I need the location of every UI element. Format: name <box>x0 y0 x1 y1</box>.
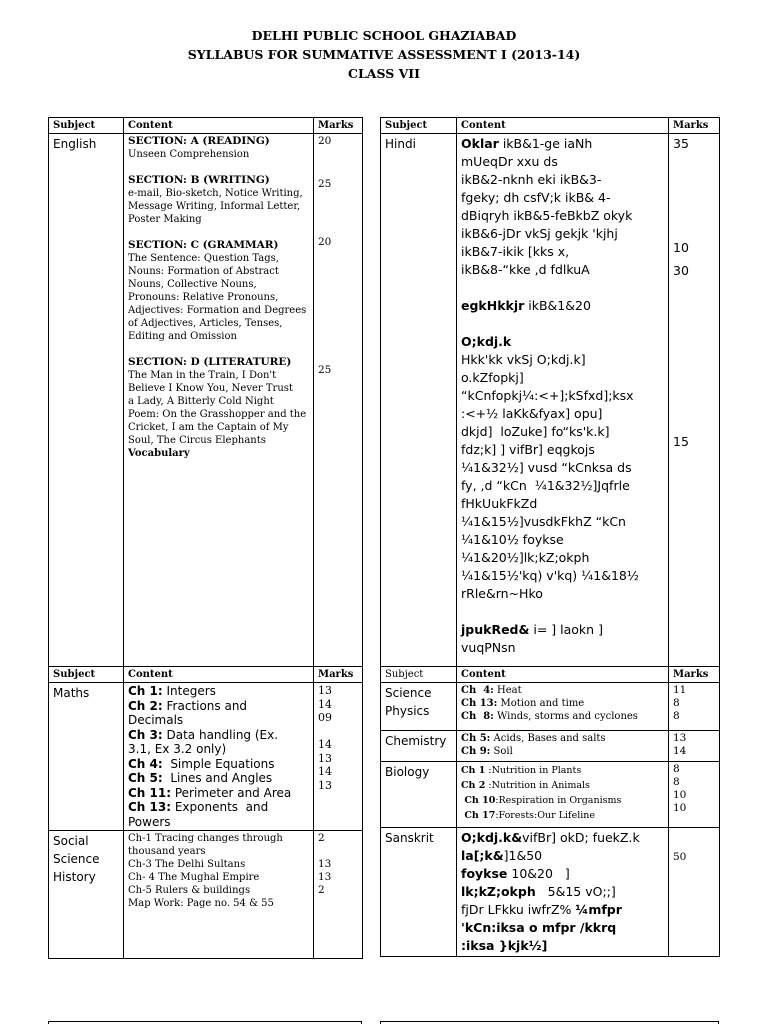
english-d-line: a Lady, A Bitterly Cold Night <box>128 396 274 407</box>
sanskrit-bold: la[;k& <box>461 848 504 863</box>
col-content: Content <box>124 667 314 683</box>
sanskrit-line: 5&15 vO;;] <box>535 884 616 899</box>
hindi-line: fgeky; dh csfV;k ikB& 4- <box>461 190 611 205</box>
maths-topic: Decimals <box>128 713 184 727</box>
subject-sanskrit: Sanskrit <box>385 831 434 845</box>
english-section-b-title: SECTION: B (WRITING) <box>128 174 270 186</box>
english-marks <box>314 134 363 667</box>
col-marks: Marks <box>314 118 363 134</box>
biology-ch: Ch 1 <box>461 765 486 776</box>
col-content: Content <box>124 118 314 134</box>
maths-marks <box>314 683 363 831</box>
biology-topic: :Nutrition in Plants <box>485 765 582 776</box>
subject-maths: Maths <box>53 686 90 700</box>
hindi-line: ¼1&15½'kq) v'kq) ¼1&18½ <box>461 568 639 583</box>
english-section-d-title: SECTION: D (LITERATURE) <box>128 356 292 368</box>
english-marks-b: 25 <box>318 178 332 190</box>
subject-social: Social <box>53 834 89 848</box>
social-mark: 13 <box>318 858 332 870</box>
english-d-line: Believe I Know You, Never Trust <box>128 383 293 394</box>
left-syllabus-table <box>48 117 363 959</box>
maths-topic: Data handling (Ex. <box>162 727 279 742</box>
hindi-marks <box>669 134 720 667</box>
hindi-line: fHkUukFkZd <box>461 496 538 511</box>
hindi-line: mUeqDr xxu ds <box>461 154 558 169</box>
english-section-a-title: SECTION: A (READING) <box>128 135 270 147</box>
english-d-line: The Man in the Train, I Don't <box>128 370 277 381</box>
maths-ch: Ch 2: <box>128 698 163 713</box>
sanskrit-line: ]1&50 <box>503 848 543 863</box>
social-line: Ch-1 Tracing changes through <box>128 833 283 844</box>
maths-ch: Ch 4: <box>128 756 163 771</box>
hindi-line: fdz;k] ] vifBr] eqgkojs <box>461 442 595 457</box>
biology-ch: Ch 2 <box>461 780 486 791</box>
col-marks: Marks <box>314 667 363 683</box>
sanskrit-bold: foykse <box>461 866 508 881</box>
chemistry-mark: 14 <box>673 745 687 757</box>
col-subject: Subject <box>381 667 457 683</box>
maths-mark: 14 <box>318 738 332 751</box>
hindi-mark: 35 <box>673 136 689 151</box>
maths-mark: 13 <box>318 684 332 697</box>
sanskrit-line: fjDr LFkku iwfrZ% <box>461 902 576 917</box>
english-d-line: Poem: On the Grasshopper and the <box>128 409 307 420</box>
maths-ch: Ch 5: <box>128 771 163 785</box>
english-c-line: Nouns, Collective Nouns, <box>128 279 257 290</box>
english-b-line: Message Writing, Informal Letter, <box>128 201 301 212</box>
chemistry-ch: Ch 9: <box>461 746 491 757</box>
sanskrit-bold: lk;kZ;okph <box>461 884 536 899</box>
physics-ch: Ch 13: <box>461 698 498 709</box>
hindi-mahabharat-title: egkHkkjr <box>461 298 525 313</box>
subject-social: History <box>53 870 96 884</box>
hindi-line: dkjd] loZuke] fo“ks'k.k] <box>461 424 610 439</box>
maths-topic: Simple Equations <box>162 756 275 771</box>
chemistry-topic: Soil <box>490 746 513 757</box>
maths-ch: Ch 3: <box>128 727 163 742</box>
hindi-line: :<+½ laKk&fyax] opu] <box>461 406 603 421</box>
col-content: Content <box>457 118 669 134</box>
hindi-line: ¼1&20½]lk;kZ;okph <box>461 550 590 565</box>
hindi-line: “kCnfopkj¼:<+];kSfxd];ksx <box>461 388 634 403</box>
social-mark: 2 <box>318 832 325 844</box>
social-line: Ch- 4 The Mughal Empire <box>128 872 260 883</box>
hindi-line: fy, ,d “kCn ¼1&32½]Jqfrle <box>461 478 630 493</box>
col-subject: Subject <box>381 118 457 134</box>
sanskrit-bold: O;kdj.k& <box>461 830 523 845</box>
hindi-oklar-title: Oklar <box>461 136 499 151</box>
social-line: Ch-5 Rulers & buildings <box>128 885 251 896</box>
english-d-line: Soul, The Circus Elephants <box>128 435 266 446</box>
sanskrit-content <box>457 828 669 957</box>
sanskrit-mark: 50 <box>673 851 687 863</box>
english-a-line: Unseen Comprehension <box>128 149 250 160</box>
hindi-line: ikB&1&20 <box>528 298 591 313</box>
biology-mark: 8 <box>673 763 680 775</box>
english-c-line: Editing and Omission <box>128 331 237 342</box>
social-line: thousand years <box>128 846 206 857</box>
hindi-vyakaran-title: O;kdj.k <box>461 334 512 349</box>
maths-mark: 09 <box>318 711 332 724</box>
chemistry-ch: Ch 5: <box>461 733 491 744</box>
maths-topic: 3.1, Ex 3.2 only) <box>128 742 227 756</box>
maths-ch: Ch 11: <box>128 785 172 800</box>
biology-topic: :Nutrition in Animals <box>485 780 590 791</box>
maths-content <box>124 683 314 831</box>
biology-topic: :Forests:Our Lifeline <box>495 810 596 821</box>
maths-topic: Powers <box>128 814 171 829</box>
biology-mark: 10 <box>673 802 687 814</box>
maths-ch: Ch 1: <box>128 684 163 698</box>
biology-ch: Ch 17 <box>461 810 496 821</box>
physics-ch: Ch 4: <box>461 685 494 696</box>
english-marks-c: 20 <box>318 236 332 248</box>
chemistry-marks <box>669 731 720 762</box>
hindi-content <box>457 134 669 667</box>
physics-topic: Heat <box>493 685 522 696</box>
physics-mark: 11 <box>673 684 687 696</box>
sanskrit-line: vifBr] okD; fuekZ.k <box>522 830 640 845</box>
physics-mark: 8 <box>673 697 680 709</box>
school-name: DELHI PUBLIC SCHOOL GHAZIABAD <box>251 28 517 43</box>
hindi-line: ¼1&10½ foykse <box>461 532 564 547</box>
hindi-rachnatmak-title: jpukRed& <box>461 622 530 637</box>
col-marks: Marks <box>669 667 720 683</box>
hindi-line: Hkk'kk vkSj O;kdj.k] <box>461 352 586 367</box>
subject-english: English <box>53 137 97 151</box>
maths-topic: Exponents and <box>171 800 269 814</box>
english-b-line: e-mail, Bio-sketch, Notice Writing, <box>128 188 303 199</box>
maths-topic: Lines and Angles <box>162 771 273 785</box>
hindi-mark: 30 <box>673 263 689 278</box>
english-c-line: of Adjectives, Articles, Tenses, <box>128 318 283 329</box>
physics-topic: Motion and time <box>497 698 585 709</box>
english-marks-a: 20 <box>318 135 332 147</box>
hindi-mark: 15 <box>673 434 689 449</box>
hindi-line: ikB&6-jDr vkSj gekjk 'kjhj <box>461 226 618 241</box>
subject-chemistry: Chemistry <box>385 734 447 748</box>
hindi-line: ikB&7-ikik [kks x, <box>461 244 570 259</box>
subject-science: Science <box>385 686 432 700</box>
english-vocabulary: Vocabulary <box>128 448 190 459</box>
hindi-line: ikB&2-nknh eki ikB&3- <box>461 172 602 187</box>
sanskrit-bold: ¼mfpr <box>575 902 622 917</box>
class-title: CLASS VII <box>348 66 420 81</box>
english-content <box>124 134 314 667</box>
chemistry-mark: 13 <box>673 732 687 744</box>
col-subject: Subject <box>49 667 124 683</box>
english-c-line: Adjectives: Formation and Degrees <box>128 305 307 316</box>
physics-marks <box>669 683 720 731</box>
english-section-c-title: SECTION: C (GRAMMAR) <box>128 239 279 251</box>
subject-social: Science <box>53 852 100 866</box>
english-c-line: The Sentence: Question Tags, <box>128 253 279 264</box>
col-content: Content <box>457 667 669 683</box>
english-c-line: Pronouns: Relative Pronouns, <box>128 292 279 303</box>
physics-topic: Winds, storms and cyclones <box>493 711 638 722</box>
social-line: Map Work: Page no. 54 & 55 <box>128 898 274 909</box>
maths-mark: 13 <box>318 751 332 765</box>
hindi-line: i= ] laokn ] <box>529 622 603 637</box>
social-line: Ch-3 The Delhi Sultans <box>128 859 246 870</box>
hindi-line: rRle&rn~Hko <box>461 586 543 601</box>
biology-topic: :Respiration in Organisms <box>495 795 622 806</box>
maths-topic: Fractions and <box>162 698 248 713</box>
social-mark: 2 <box>318 884 325 896</box>
hindi-mark: 10 <box>673 240 689 255</box>
maths-ch: Ch 13: <box>128 800 172 814</box>
biology-marks <box>669 762 720 828</box>
english-marks-d: 25 <box>318 364 332 376</box>
english-c-line: Nouns: Formation of Abstract <box>128 266 279 277</box>
biology-mark: 8 <box>673 776 680 788</box>
maths-mark: 14 <box>318 765 332 778</box>
social-content <box>124 831 314 959</box>
hindi-line: dBiqryh ikB&5-feBkbZ okyk <box>461 208 633 223</box>
chemistry-content <box>457 731 669 762</box>
maths-topic: Perimeter and Area <box>171 785 292 800</box>
maths-mark: 14 <box>318 697 332 711</box>
biology-content <box>457 762 669 828</box>
hindi-line: ¼1&15½]vusdkFkhZ “kCn <box>461 514 626 529</box>
hindi-line: ikB&1-ge iaNh <box>502 136 593 151</box>
maths-topic: Integers <box>162 684 216 698</box>
subject-hindi: Hindi <box>385 137 416 151</box>
syllabus-title: SYLLABUS FOR SUMMATIVE ASSESSMENT I (2013-14) <box>187 47 581 62</box>
hindi-line: ikB&8-“kke ,d fdlkuA <box>461 262 590 277</box>
biology-mark: 10 <box>673 789 687 801</box>
col-marks: Marks <box>669 118 720 134</box>
chemistry-topic: Acids, Bases and salts <box>490 733 606 744</box>
sanskrit-bold: 'kCn:iksa o mfpr /kkrq <box>461 920 617 935</box>
maths-mark: 13 <box>318 778 332 792</box>
right-syllabus-table <box>380 117 720 957</box>
biology-ch: Ch 10 <box>461 795 496 806</box>
hindi-line: ¼1&32½] vusd “kCnksa ds <box>461 460 632 475</box>
hindi-line: vuqPNsn <box>461 640 516 655</box>
social-marks <box>314 831 363 959</box>
sanskrit-marks <box>669 828 720 957</box>
english-d-line: Cricket, I am the Captain of My <box>128 422 289 433</box>
col-subject: Subject <box>49 118 124 134</box>
physics-content <box>457 683 669 731</box>
english-b-line: Poster Making <box>128 214 202 225</box>
sanskrit-line: 10&20 ] <box>507 866 570 881</box>
subject-biology: Biology <box>385 765 430 779</box>
sanskrit-bold: :iksa }kjk½] <box>461 938 548 953</box>
physics-mark: 8 <box>673 710 680 722</box>
subject-physics: Physics <box>385 704 430 718</box>
physics-ch: Ch 8: <box>461 711 494 722</box>
hindi-line: o.kZfopkj] <box>461 370 524 385</box>
social-mark: 13 <box>318 871 332 883</box>
